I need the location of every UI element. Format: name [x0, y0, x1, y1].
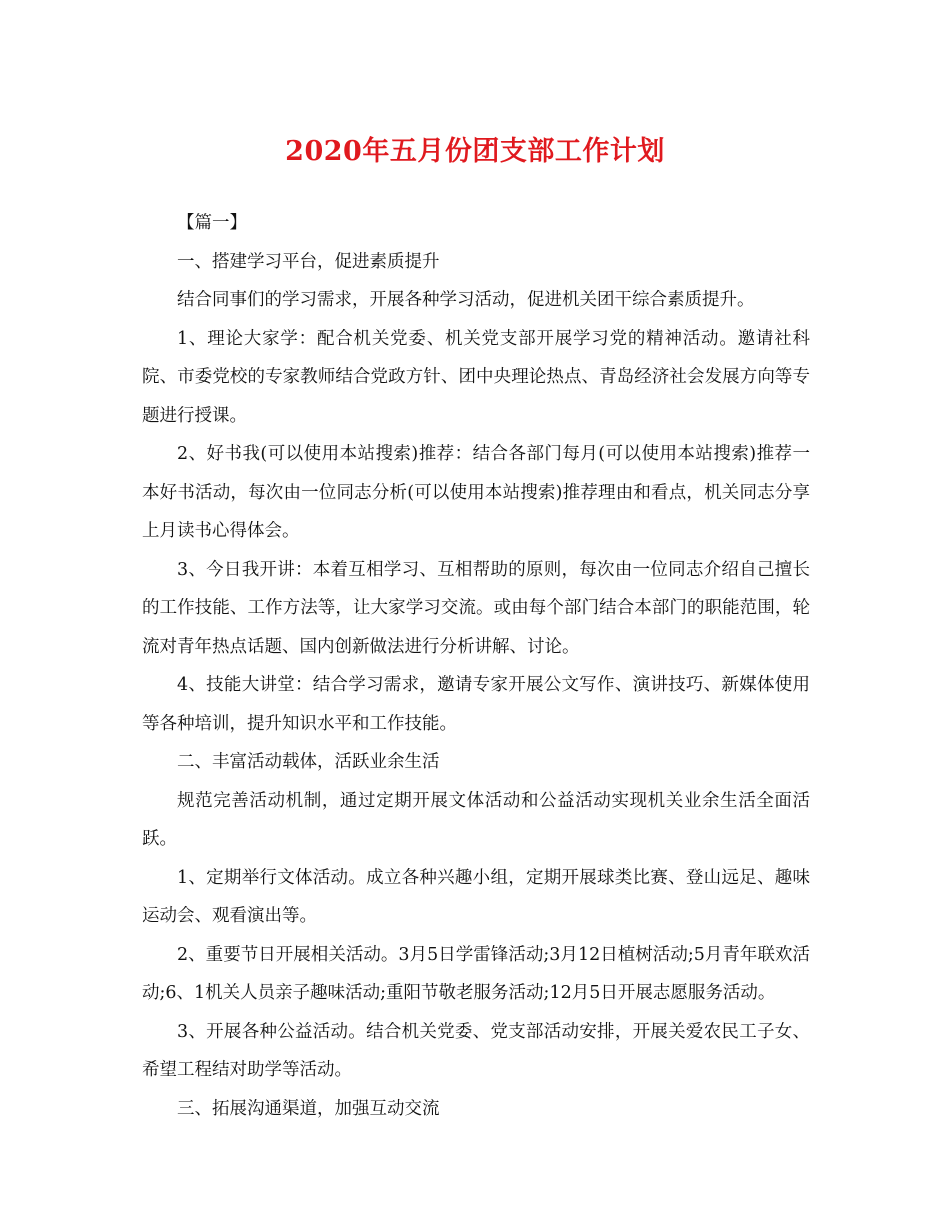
- paragraph: 1、理论大家学：配合机关党委、机关党支部开展学习党的精神活动。邀请社科院、市委党校的专家教师结合党政方针、团中央理论热点、青岛经济社会发展方向等专题进行授课。: [142, 328, 810, 426]
- paragraph: 结合同事们的学习需求，开展各种学习活动，促进机关团干综合素质提升。: [177, 290, 755, 310]
- paragraph: 2、好书我(可以使用本站搜索)推荐：结合各部门每月(可以使用本站搜索)推荐一本好书活动，每次由一位同志分析(可以使用本站搜索)推荐理由和看点，机关同志分享上月读书心得体会。: [142, 444, 810, 541]
- paragraph: 3、今日我开讲：本着互相学习、互相帮助的原则，每次由一位同志介绍自己擅长的工作技能、工作方法等，让大家学习交流。或由每个部门结合本部门的职能范围，轮流对青年热点话题、国内创新做法进行分析讲解、讨论。: [142, 559, 810, 657]
- document-body: [142, 204, 810, 1128]
- paragraph: 【篇一】: [177, 213, 247, 233]
- document-title: 2020年五月份团支部工作计划: [285, 136, 665, 167]
- section-heading: 二、丰富活动载体，活跃业余生活: [177, 752, 440, 772]
- paragraph: 规范完善活动机制，通过定期开展文体活动和公益活动实现机关业余生活全面活跃。: [142, 790, 810, 849]
- paragraph: 4、技能大讲堂：结合学习需求，邀请专家开展公文写作、演讲技巧、新媒体使用等各种培训，提升知识水平和工作技能。: [142, 675, 810, 734]
- paragraph: 2、重要节日开展相关活动。3月5日学雷锋活动;3月12日植树活动;5月青年联欢活动;6、1机关人员亲子趣味活动;重阳节敬老服务活动;12月5日开展志愿服务活动。: [142, 944, 810, 1003]
- paragraph: 3、开展各种公益活动。结合机关党委、党支部活动安排，开展关爱农民工子女、希望工程结对助学等活动。: [142, 1021, 810, 1080]
- section-heading: 三、拓展沟通渠道，加强互动交流: [177, 1098, 440, 1119]
- paragraph: 1、定期举行文体活动。成立各种兴趣小组，定期开展球类比赛、登山远足、趣味运动会、观看演出等。: [142, 867, 810, 926]
- section-heading: 一、搭建学习平台，促进素质提升: [177, 251, 440, 272]
